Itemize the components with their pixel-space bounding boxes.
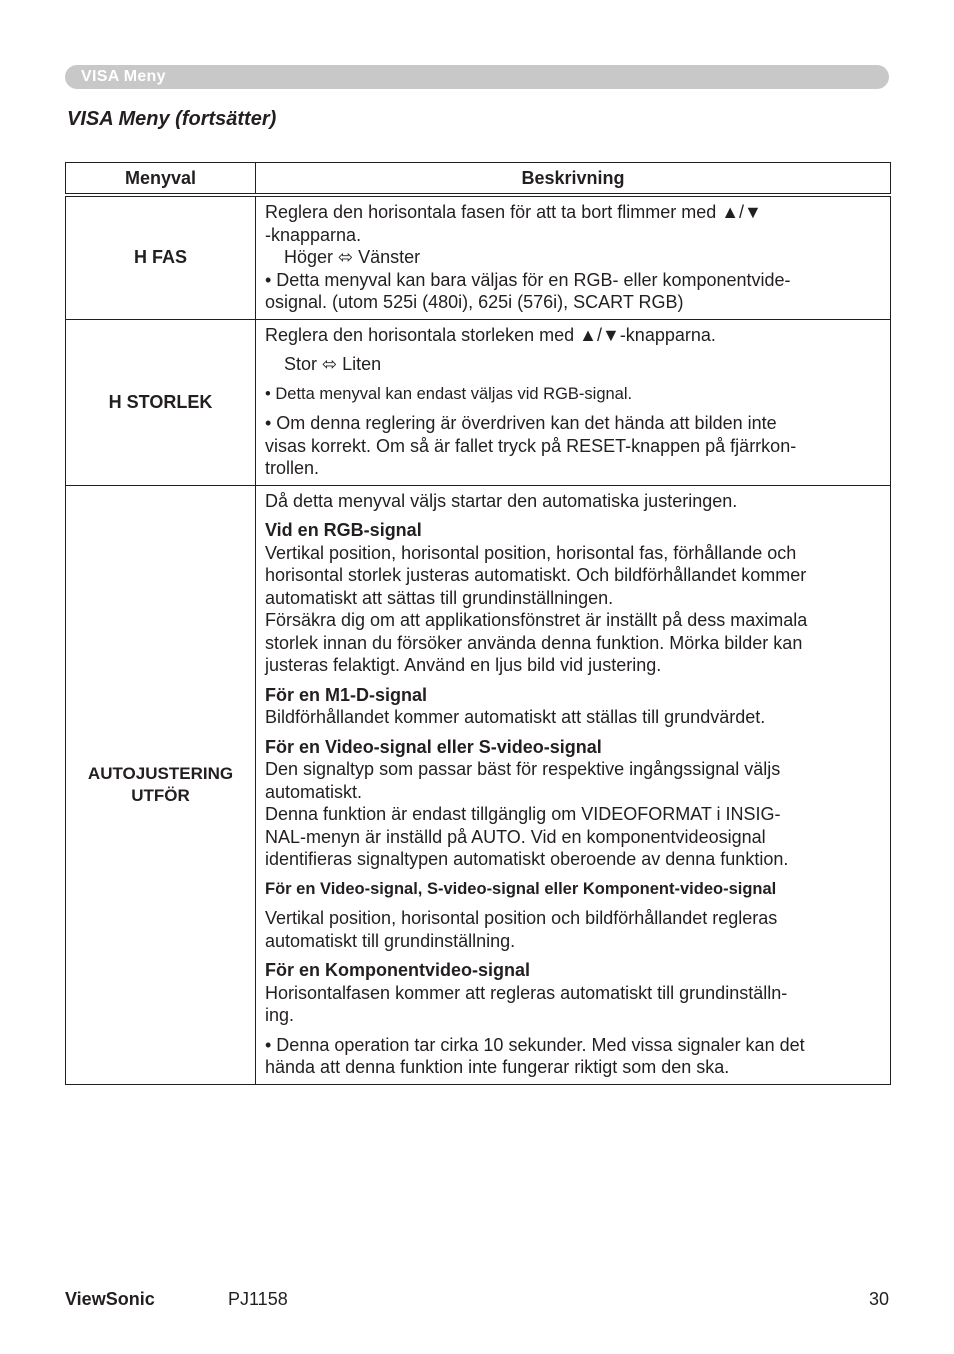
- description-note: osignal. (utom 525i (480i), 625i (576i), SCART RGB): [265, 292, 684, 312]
- footer-brand: ViewSonic: [65, 1289, 155, 1309]
- menu-item-name: [66, 485, 256, 1084]
- description-note: visas korrekt. Om så är fallet tryck på RESET-knappen på fjärrkon-: [265, 435, 797, 456]
- description-note: • Om denna reglering är överdriven kan det hända att bilden inte: [265, 413, 777, 433]
- description-note: • Detta menyval kan bara väljas för en RGB- eller komponentvide-: [265, 269, 791, 290]
- table-row: [66, 485, 891, 1084]
- description-line: automatiskt till grundinställning.: [265, 930, 516, 951]
- description-line: ing.: [265, 1005, 295, 1025]
- menu-table: [65, 162, 891, 1085]
- description-line: automatiskt.: [265, 781, 363, 802]
- description-line: Bildförhållandet kommer automatiskt att ställas till grundvärdet.: [265, 707, 766, 727]
- description-line: horisontal storlek justeras automatiskt. Och bildförhållandet kommer: [265, 565, 807, 585]
- description-line: Reglera den horisontala fasen för att ta bort flimmer med ▲/▼: [265, 202, 762, 222]
- option-range: Stor ⬄ Liten: [284, 354, 382, 374]
- menu-item-description: [256, 195, 891, 319]
- column-header-menu: Menyval: [66, 163, 256, 196]
- section-header-label: VISA Meny: [81, 68, 166, 85]
- menu-item-name: H STORLEK: [66, 319, 256, 485]
- menu-item-description: [256, 319, 891, 485]
- table-header-row: [66, 163, 891, 196]
- subheading-rgb: Vid en RGB-signal: [265, 520, 422, 540]
- column-header-description: Beskrivning: [256, 163, 891, 196]
- subheading-video: För en Video-signal eller S-video-signal: [265, 736, 602, 757]
- description-line: automatiskt att sättas till grundinställningen.: [265, 587, 614, 608]
- description-line: Denna funktion är endast tillgänglig om VIDEOFORMAT i INSIG-: [265, 804, 781, 824]
- menu-item-description: [256, 485, 891, 1084]
- description-line: Den signaltyp som passar bäst för respektive ingångssignal väljs: [265, 759, 781, 779]
- description-intro: Då detta menyval väljs startar den automatiska justeringen.: [265, 490, 738, 511]
- page-number: 30: [868, 1289, 889, 1309]
- description-line: NAL-menyn är inställd på AUTO. Vid en komponentvideosignal: [265, 826, 766, 847]
- subheading-m1d: För en M1-D-signal: [265, 684, 428, 705]
- description-line: justeras felaktigt. Använd en ljus bild vid justering.: [265, 655, 662, 675]
- description-note: trollen.: [265, 458, 320, 478]
- description-note: hända att denna funktion inte fungerar riktigt som den ska.: [265, 1057, 730, 1077]
- section-header-bar: [65, 65, 889, 89]
- description-note: • Denna operation tar cirka 10 sekunder. Med vissa signaler kan det: [265, 1034, 805, 1055]
- description-line: Reglera den horisontala storleken med ▲/▼-knapparna.: [265, 324, 716, 345]
- description-line: identifieras signaltypen automatiskt oberoende av denna funktion.: [265, 849, 789, 869]
- subheading-all-video: För en Video-signal, S-video-signal eller Komponent-video-signal: [265, 879, 777, 898]
- table-row: [66, 195, 891, 319]
- description-line: Försäkra dig om att applikationsfönstret är inställt på dess maximala: [265, 610, 808, 630]
- description-line: -knapparna.: [265, 224, 362, 245]
- description-line: Vertikal position, horisontal position och bildförhållandet regleras: [265, 908, 778, 928]
- description-line: Vertikal position, horisontal position, horisontal fas, förhållande och: [265, 542, 797, 563]
- option-range: Höger ⬄ Vänster: [284, 247, 421, 267]
- footer-model: PJ1158: [228, 1289, 288, 1309]
- description-note: • Detta menyval kan endast väljas vid RGB-signal.: [265, 384, 633, 403]
- menu-item-name-line: UTFÖR: [131, 785, 190, 805]
- description-line: storlek innan du försöker använda denna funktion. Mörka bilder kan: [265, 632, 803, 653]
- menu-item-name-line: AUTOJUSTERING: [87, 763, 234, 783]
- subheading-component: För en Komponentvideo-signal: [265, 960, 531, 980]
- page-title: VISA Meny (fortsätter): [67, 108, 277, 130]
- menu-item-name: H FAS: [66, 195, 256, 319]
- description-line: Horisontalfasen kommer att regleras automatiskt till grundinställn-: [265, 982, 788, 1003]
- table-row: [66, 319, 891, 485]
